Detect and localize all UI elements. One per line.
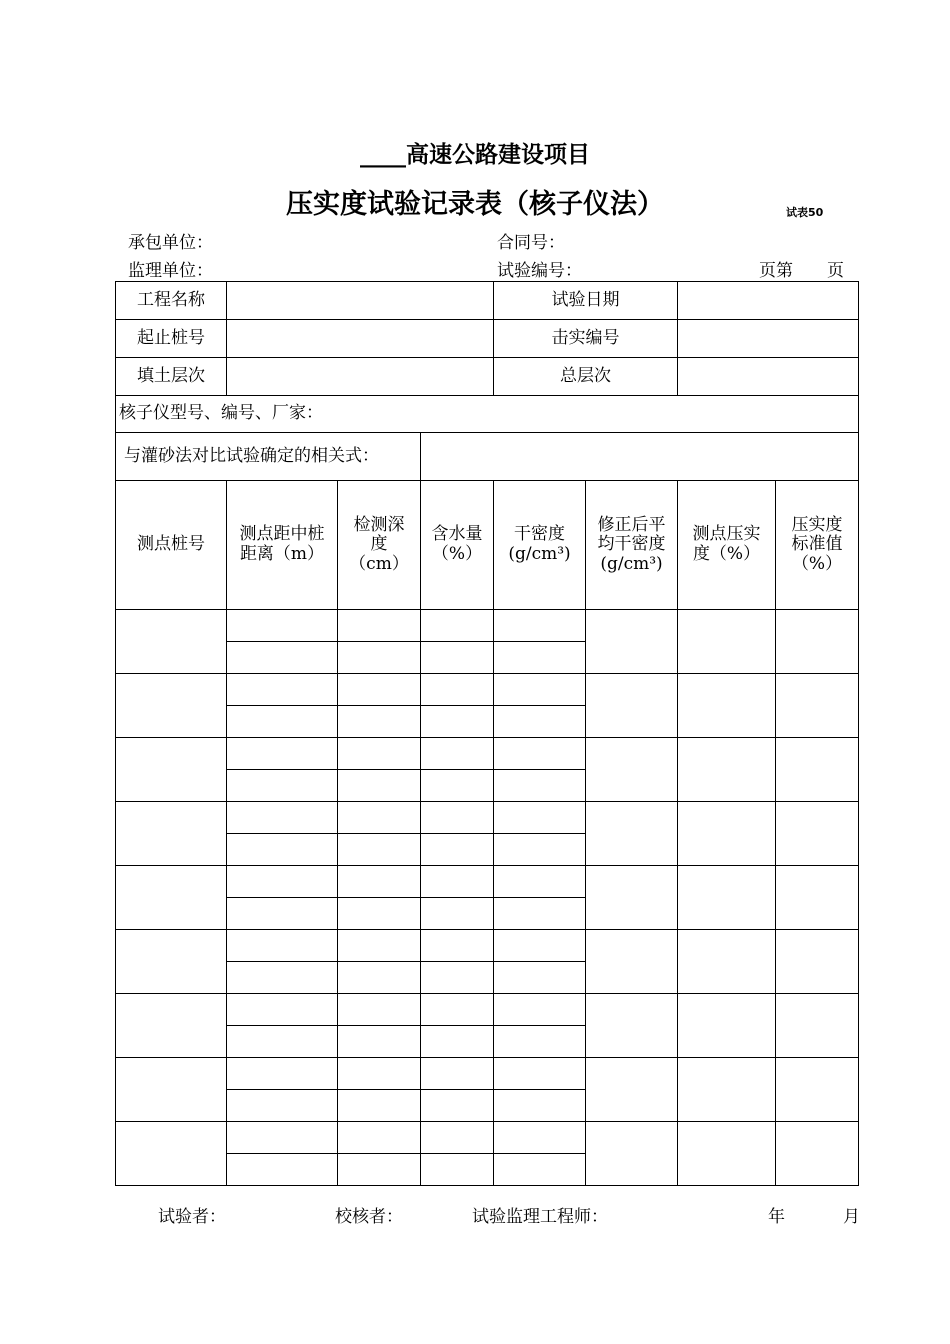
standard-cell[interactable] [776,674,859,738]
distance-cell[interactable] [227,642,338,674]
depth-cell[interactable] [338,1122,421,1154]
compaction-no-value[interactable] [678,320,859,358]
station-cell[interactable] [116,1058,227,1122]
moisture-cell[interactable] [421,610,494,642]
dry-density-cell[interactable] [494,866,586,898]
distance-cell[interactable] [227,802,338,834]
dry-density-cell[interactable] [494,1122,586,1154]
depth-cell[interactable] [338,866,421,898]
depth-cell[interactable] [338,898,421,930]
fill-layer-label: 填土层次 [116,358,227,396]
standard-cell[interactable] [776,1122,859,1186]
station-range-label: 起止桩号 [116,320,227,358]
dry-density-cell[interactable] [494,706,586,738]
distance-cell[interactable] [227,994,338,1026]
supervisor-engineer-label: 试验监理工程师： [472,1207,608,1227]
moisture-cell[interactable] [421,1090,494,1122]
gauge-info-field[interactable] [116,396,859,433]
moisture-cell[interactable] [421,642,494,674]
dry-density-cell[interactable] [494,1090,586,1122]
project-name-label: 工程名称 [116,282,227,320]
distance-cell[interactable] [227,834,338,866]
depth-cell[interactable] [338,610,421,642]
dry-density-cell[interactable] [494,738,586,770]
distance-cell[interactable] [227,738,338,770]
page-label: 页第 页 [759,261,844,281]
standard-cell[interactable] [776,738,859,802]
month-label: 月 [843,1207,860,1227]
dry-density-cell[interactable] [494,770,586,802]
distance-cell[interactable] [227,962,338,994]
contract-no-label: 合同号： [497,233,565,253]
distance-cell[interactable] [227,866,338,898]
col-distance: 测点距中桩距离（m） [227,481,338,610]
depth-cell[interactable] [338,962,421,994]
standard-cell[interactable] [776,1058,859,1122]
moisture-cell[interactable] [421,770,494,802]
dry-density-cell[interactable] [494,1154,586,1186]
station-range-value[interactable] [227,320,494,358]
compaction-cell[interactable] [678,994,776,1058]
distance-cell[interactable] [227,770,338,802]
station-cell[interactable] [116,1122,227,1186]
col-depth: 检测深度（cm） [338,481,421,610]
table-row [116,610,859,642]
moisture-cell[interactable] [421,802,494,834]
compaction-cell[interactable] [678,1058,776,1122]
moisture-cell[interactable] [421,898,494,930]
distance-cell[interactable] [227,898,338,930]
depth-cell[interactable] [338,1058,421,1090]
standard-cell[interactable] [776,802,859,866]
table-row [116,802,859,834]
standard-cell[interactable] [776,866,859,930]
col-station: 测点桩号 [116,481,227,610]
corrected-density-cell[interactable] [586,1122,678,1186]
contractor-label: 承包单位： [128,233,213,253]
total-layers-label: 总层次 [494,358,678,396]
moisture-cell[interactable] [421,1122,494,1154]
compaction-cell[interactable] [678,674,776,738]
corrected-density-cell[interactable] [586,674,678,738]
corrected-density-cell[interactable] [586,994,678,1058]
depth-cell[interactable] [338,770,421,802]
fill-layer-value[interactable] [227,358,494,396]
test-date-label: 试验日期 [494,282,678,320]
dry-density-cell[interactable] [494,610,586,642]
depth-cell[interactable] [338,834,421,866]
table-row [116,930,859,962]
tester-label: 试验者： [158,1207,226,1227]
compaction-cell[interactable] [678,802,776,866]
corrected-density-cell[interactable] [586,930,678,994]
table-row [116,866,859,898]
test-no-label: 试验编号： [497,261,582,281]
standard-cell[interactable] [776,994,859,1058]
dry-density-cell[interactable] [494,898,586,930]
moisture-cell[interactable] [421,994,494,1026]
moisture-cell[interactable] [421,1026,494,1058]
station-cell[interactable] [116,610,227,674]
year-label: 年 [768,1207,785,1227]
moisture-cell[interactable] [421,866,494,898]
col-corrected-density: 修正后平均干密度(g/cm³) [586,481,678,610]
dry-density-cell[interactable] [494,1026,586,1058]
project-title: ____高速公路建设项目 [360,142,590,168]
col-dry-density: 干密度(g/cm³) [494,481,586,610]
col-standard: 压实度标准值（%） [776,481,859,610]
compaction-cell[interactable] [678,930,776,994]
station-cell[interactable] [116,674,227,738]
moisture-cell[interactable] [421,1154,494,1186]
distance-cell[interactable] [227,930,338,962]
dry-density-cell[interactable] [494,674,586,706]
station-cell[interactable] [116,866,227,930]
depth-cell[interactable] [338,1090,421,1122]
moisture-cell[interactable] [421,962,494,994]
checker-label: 校核者： [335,1207,403,1227]
record-table [115,281,859,1186]
station-cell[interactable] [116,930,227,994]
table-row [116,1122,859,1154]
total-layers-value[interactable] [678,358,859,396]
distance-cell[interactable] [227,1058,338,1090]
distance-cell[interactable] [227,706,338,738]
compaction-cell[interactable] [678,738,776,802]
compaction-cell[interactable] [678,1122,776,1186]
corrected-density-cell[interactable] [586,802,678,866]
table-row [116,674,859,706]
dry-density-cell[interactable] [494,994,586,1026]
distance-cell[interactable] [227,1154,338,1186]
depth-cell[interactable] [338,674,421,706]
station-cell[interactable] [116,802,227,866]
dry-density-cell[interactable] [494,802,586,834]
correlation-label: 与灌砂法对比试验确定的相关式： [116,433,421,481]
dry-density-cell[interactable] [494,834,586,866]
correlation-value[interactable] [421,433,859,481]
standard-cell[interactable] [776,930,859,994]
col-moisture: 含水量（%） [421,481,494,610]
depth-cell[interactable] [338,930,421,962]
dry-density-cell[interactable] [494,642,586,674]
depth-cell[interactable] [338,738,421,770]
moisture-cell[interactable] [421,738,494,770]
moisture-cell[interactable] [421,674,494,706]
corrected-density-cell[interactable] [586,738,678,802]
compaction-no-label: 击实编号 [494,320,678,358]
compaction-cell[interactable] [678,610,776,674]
depth-cell[interactable] [338,802,421,834]
corrected-density-cell[interactable] [586,610,678,674]
distance-cell[interactable] [227,610,338,642]
dry-density-cell[interactable] [494,962,586,994]
dry-density-cell[interactable] [494,930,586,962]
moisture-cell[interactable] [421,930,494,962]
supervisor-label: 监理单位： [128,261,213,281]
gauge-info-label: 核子仪型号、编号、厂家： [119,403,323,424]
form-title: 压实度试验记录表（核子仪法） [286,189,664,220]
distance-cell[interactable] [227,1026,338,1058]
distance-cell[interactable] [227,1122,338,1154]
standard-cell[interactable] [776,610,859,674]
distance-cell[interactable] [227,1090,338,1122]
moisture-cell[interactable] [421,834,494,866]
corrected-density-cell[interactable] [586,1058,678,1122]
station-cell[interactable] [116,738,227,802]
distance-cell[interactable] [227,674,338,706]
form-number: 试表50 [786,206,824,219]
moisture-cell[interactable] [421,1058,494,1090]
moisture-cell[interactable] [421,706,494,738]
table-row [116,738,859,770]
table-row [116,994,859,1026]
depth-cell[interactable] [338,1026,421,1058]
table-row [116,1058,859,1090]
depth-cell[interactable] [338,1154,421,1186]
depth-cell[interactable] [338,706,421,738]
depth-cell[interactable] [338,642,421,674]
station-cell[interactable] [116,994,227,1058]
col-compaction: 测点压实度（%） [678,481,776,610]
dry-density-cell[interactable] [494,1058,586,1090]
depth-cell[interactable] [338,994,421,1026]
test-date-value[interactable] [678,282,859,320]
compaction-cell[interactable] [678,866,776,930]
corrected-density-cell[interactable] [586,866,678,930]
project-name-value[interactable] [227,282,494,320]
